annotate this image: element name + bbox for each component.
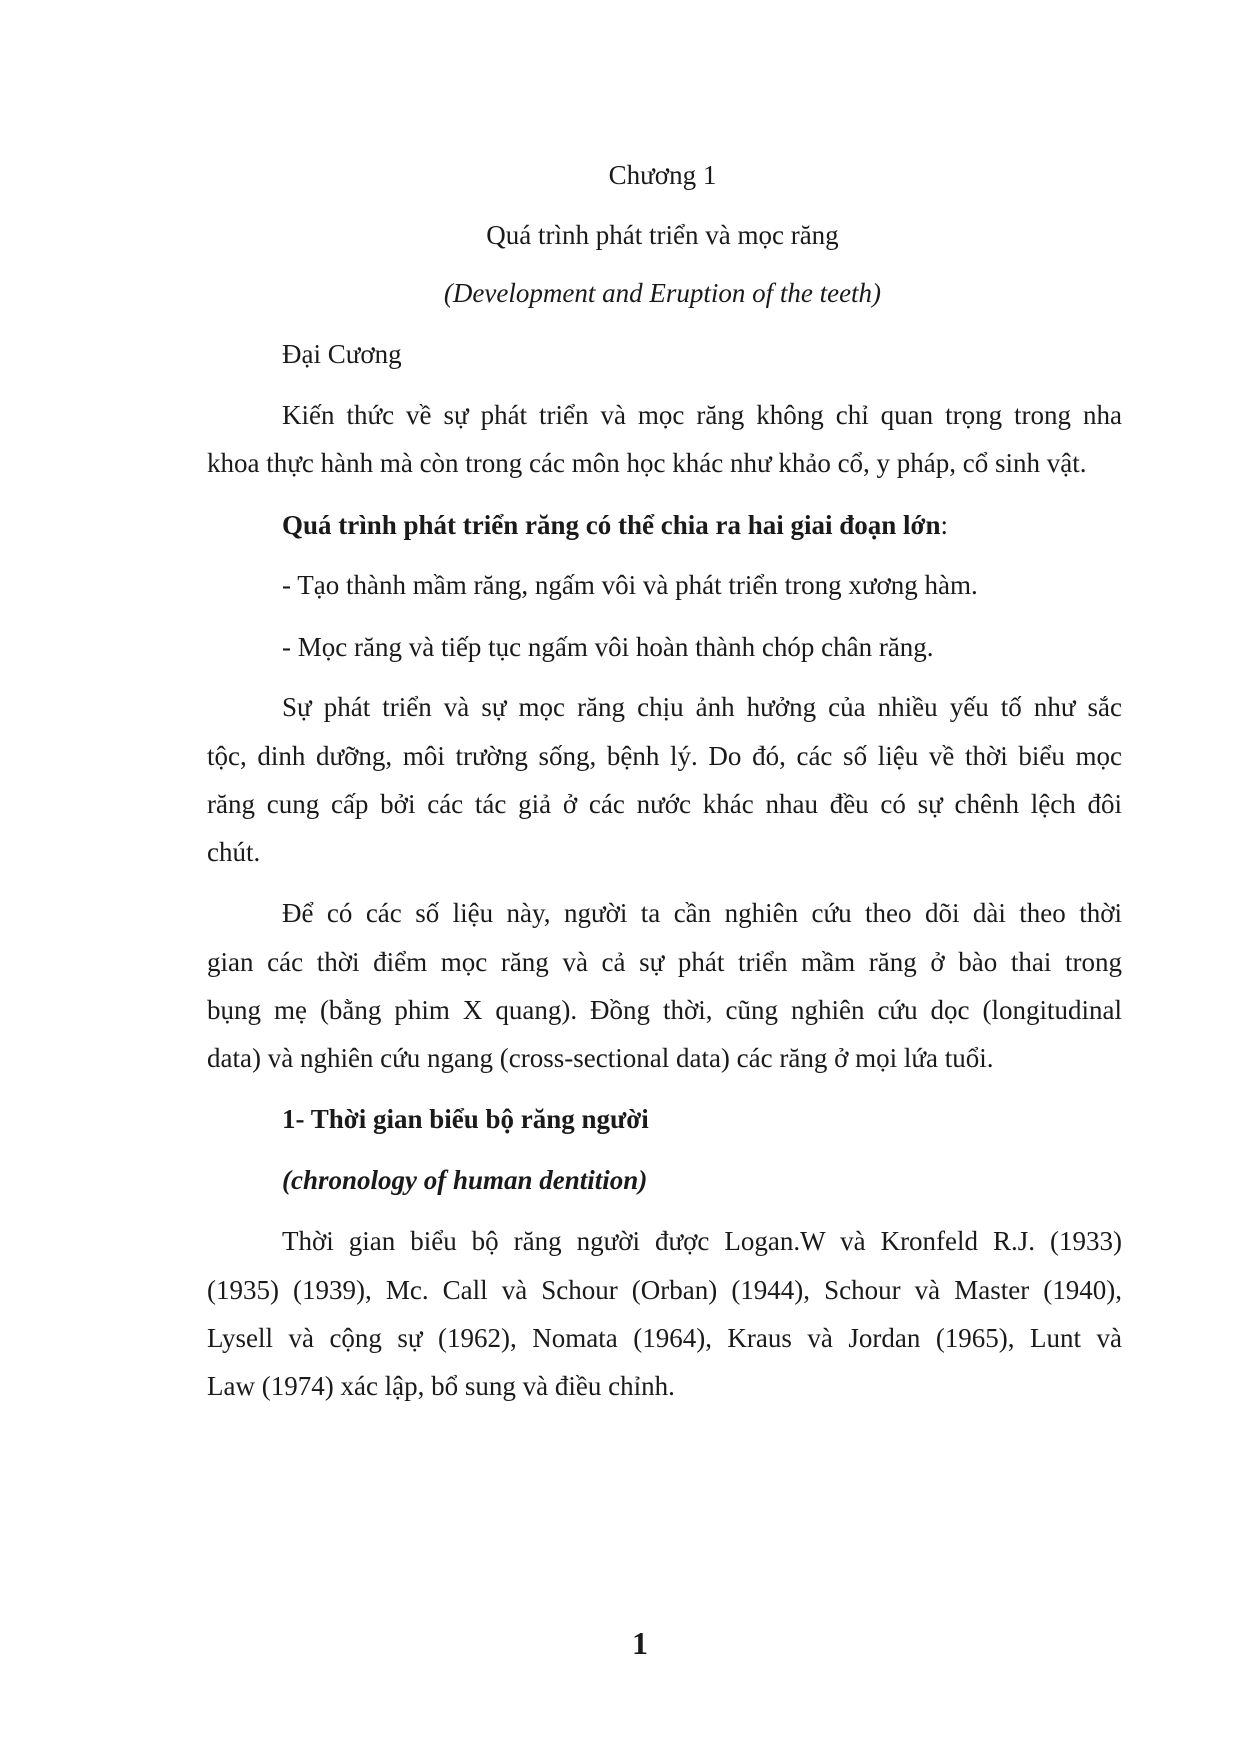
paragraph-chronology-line-3: Lysell và cộng sự (1962), Nomata (1964), Kraus và Jordan (1965), Lunt và xyxy=(207,1323,1122,1353)
section-heading-general: Đại Cương xyxy=(282,339,402,369)
paragraph-research-line-1: Để có các số liệu này, người ta cần nghiên cứu theo dõi dài theo thời xyxy=(282,898,1122,928)
paragraph-factors-line-2: tộc, dinh dưỡng, môi trường sống, bệnh lý. Do đó, các số liệu về thời biểu mọc xyxy=(207,741,1122,771)
paragraph-research-line-4: data) và nghiên cứu ngang (cross-sectional data) các răng ở mọi lứa tuổi. xyxy=(207,1043,994,1073)
paragraph-chronology-line-4: Law (1974) xác lập, bổ sung và điều chỉnh. xyxy=(207,1371,675,1401)
chapter-number: Chương 1 xyxy=(608,160,717,190)
stages-heading-text: Quá trình phát triển răng có thể chia ra hai giai đoạn lớn xyxy=(282,510,941,540)
paragraph-chronology-line-2: (1935) (1939), Mc. Call và Schour (Orban) (1944), Schour và Master (1940), xyxy=(207,1275,1122,1305)
paragraph-chronology-line-1: Thời gian biểu bộ răng người được Logan.W và Kronfeld R.J. (1933) xyxy=(282,1226,1122,1256)
chapter-title: Quá trình phát triển và mọc răng xyxy=(486,220,839,250)
paragraph-factors-line-1: Sự phát triển và sự mọc răng chịu ảnh hưởng của nhiều yếu tố như sắc xyxy=(282,692,1122,722)
stages-heading xyxy=(282,508,948,542)
chapter-subtitle: (Development and Eruption of the teeth) xyxy=(443,278,882,308)
paragraph-factors-line-4: chút. xyxy=(207,837,261,867)
paragraph-research-line-2: gian các thời điểm mọc răng và cả sự phát triển mầm răng ở bào thai trong xyxy=(207,947,1122,977)
paragraph-research-line-3: bụng mẹ (bằng phim X quang). Đồng thời, cũng nghiên cứu dọc (longitudinal xyxy=(207,995,1122,1025)
stages-heading-colon: : xyxy=(940,510,949,540)
paragraph-factors-line-3: răng cung cấp bởi các tác giả ở các nước khác nhau đều có sự chênh lệch đôi xyxy=(207,789,1122,819)
stage-item-1: - Tạo thành mầm răng, ngấm vôi và phát triển trong xương hàm. xyxy=(282,570,978,600)
page-number: 1 xyxy=(632,1625,648,1661)
paragraph-intro-line-2: khoa thực hành mà còn trong các môn học khác như khảo cổ, y pháp, cổ sinh vật. xyxy=(207,448,1087,478)
paragraph-intro-line-1: Kiến thức về sự phát triển và mọc răng không chỉ quan trọng trong nha xyxy=(282,400,1122,430)
stage-item-2: - Mọc răng và tiếp tục ngấm vôi hoàn thành chóp chân răng. xyxy=(282,632,934,662)
section-1-heading: 1- Thời gian biểu bộ răng người xyxy=(282,1104,649,1134)
section-1-subheading: (chronology of human dentition) xyxy=(282,1165,648,1195)
